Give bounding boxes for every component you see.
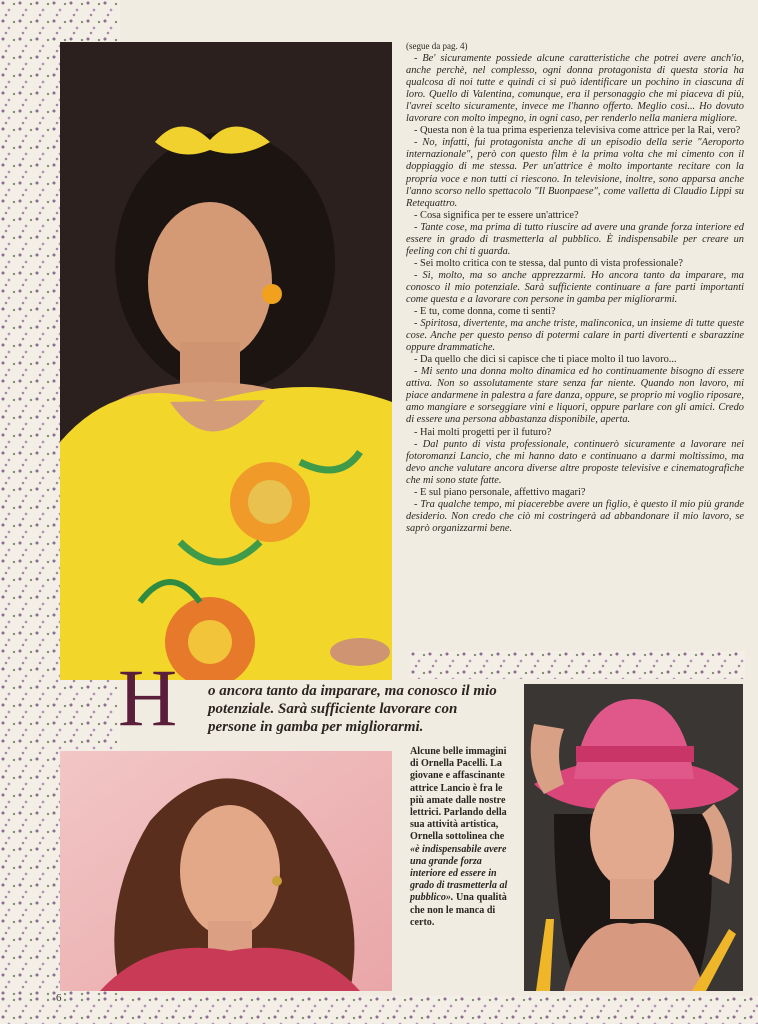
answer-paragraph: - Tra qualche tempo, mi piacerebbe avere un figlio, è questo il mio più grande desiderio. Non credo che ciò mi costringerà ad abbandonare il mio lavoro, se saprò organizzarmi bene.	[406, 498, 744, 534]
drop-cap: H	[118, 652, 178, 743]
question-paragraph: - Hai molti progetti per il futuro?	[414, 426, 552, 438]
answer-paragraph: - Tante cose, ma prima di tutto riuscire ad avere una grande forza interiore ed essere in grado di trasmetterla al pubblico. È indispensabile per creare un feeling con chi ti guarda.	[406, 221, 744, 257]
page-number: 6	[56, 992, 62, 1004]
answer-paragraph: - Be' sicuramente possiede alcune caratteristiche che potrei avere anch'io, anche perchè, nel complesso, ogni donna protagonista di questa storia ha qualcosa di noi tutte e quindi ci si può identificare un pochino in ciascuna di loro. Quello di Valentina, comunque, era il personaggio che mi piaceva di più, l'avrei scelto sicuramente, invece me l'hanno offerto. Meglio così... Ho dovuto lavorare con molto impegno, in ogni caso, per renderlo nella maniera migliore.	[406, 53, 744, 125]
article-body	[406, 40, 744, 535]
photo-pink-hat	[524, 684, 743, 991]
question-paragraph: - Cosa significa per te essere un'attrice?	[414, 209, 579, 221]
caption-quote: «è indispensabile avere una grande forza interiore ed essere in grado di trasmetterla al pubblico».	[410, 843, 508, 904]
pull-quote	[118, 652, 518, 748]
continued-from-label: (segue da pag. 4)	[406, 41, 468, 51]
answer-paragraph: - No, infatti, fui protagonista anche di un episodio della serie "Aeroporto internazionale", però con questo film è la prima volta che mi cimento con il doppiaggio di me stessa. Per un'attrice è molto importante recitare con la propria voce e non tutti ci riescono. In televisione, inoltre, sono apparsa anche l'anno scorso nello spettacolo "Il Buonpaese", come valletta di Claudio Lippi su Retequattro.	[406, 137, 744, 209]
photo-pink-sweater	[60, 751, 392, 991]
answer-paragraph: - Spiritosa, divertente, ma anche triste, malinconica, un insieme di tutte queste cose. Anche per questo penso di potermi calare in parti divertenti e sbarazzine oppure drammatiche.	[406, 318, 744, 354]
caption-tail: Una qualità che non le manca di certo.	[410, 892, 507, 928]
caption-lead: Alcune belle immagini di Ornella Pacelli. La giovane e affascinante attrice Lancio è fra le più amate dalle nostre lettrici. Parlando della sua attività artistica, Ornella sottolinea che	[410, 746, 507, 843]
floral-band-bottom	[0, 996, 758, 1024]
pull-quote-text: o ancora tanto da imparare, ma conosco il mio potenziale. Sarà sufficiente lavorare con persone in gamba per migliorarmi.	[208, 683, 497, 735]
question-paragraph: - Sei molto critica con te stessa, dal punto di vista professionale?	[414, 257, 683, 269]
photo-caption	[410, 746, 514, 929]
answer-paragraph: - Dal punto di vista professionale, continuerò sicuramente a lavorare nei fotoromanzi Lancio, che mi hanno dato e continuano a darmi moltissimo, ma devo anche valutare ancora diverse altre proposte televisive e cinematografiche che mi sono state fatte.	[406, 438, 744, 486]
article-paragraphs	[406, 53, 744, 535]
question-paragraph: - E tu, come donna, come ti senti?	[414, 306, 556, 318]
answer-paragraph: - Mi sento una donna molto dinamica ed ho continuamente bisogno di essere attiva. Non so assolutamente stare senza far niente. Quando non lavoro, mi piace andarmene in palestra a fare danza, oppure, se proprio mi voglio riposare, amo mangiare e sorseggiare vini e liquori, oppure parlare con gli amici. Credo di essere una persona abbastanza disponibile, aperta.	[406, 366, 744, 426]
question-paragraph: - Da quello che dici si capisce che ti piace molto il tuo lavoro...	[414, 354, 677, 366]
photo-yellow-top	[60, 42, 392, 680]
question-paragraph: - E sul piano personale, affettivo magari?	[414, 486, 586, 498]
question-paragraph: - Questa non è la tua prima esperienza televisiva come attrice per la Rai, vero?	[414, 125, 741, 137]
answer-paragraph: - Sì, molto, ma so anche apprezzarmi. Ho ancora tanto da imparare, ma conosco il mio potenziale. Sarà sufficiente continuare a fare parti importanti come questa e a lavorare con persone in gamba per migliorarmi.	[406, 269, 744, 305]
